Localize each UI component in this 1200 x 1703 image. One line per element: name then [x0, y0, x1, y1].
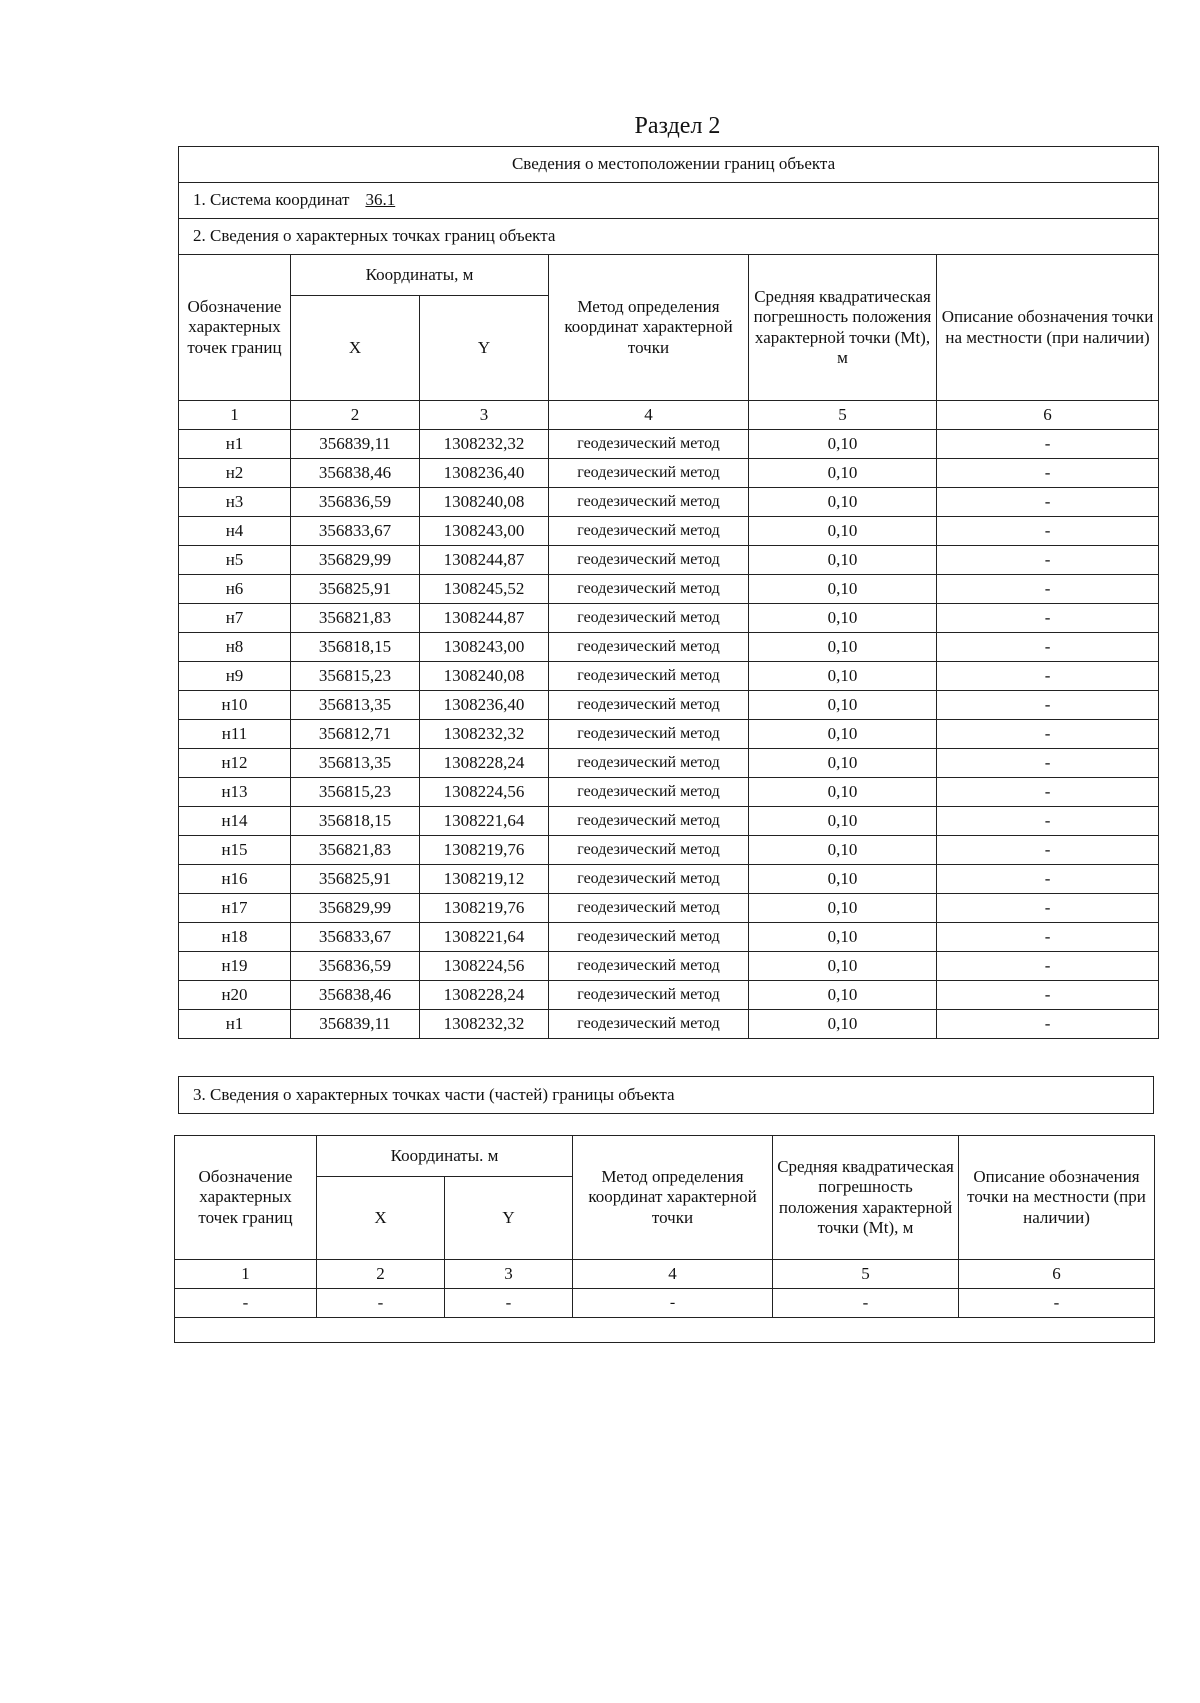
method-value: геодезический метод: [549, 633, 749, 662]
parts-header-coordinates: Координаты. м: [317, 1136, 573, 1177]
x-value: 356821,83: [291, 836, 420, 865]
method-value: -: [573, 1289, 773, 1318]
method-value: геодезический метод: [549, 662, 749, 691]
table-row: [179, 894, 1159, 923]
description-value: -: [937, 575, 1159, 604]
table-row: [179, 633, 1159, 662]
point-name: н16: [179, 865, 291, 894]
point-name: н19: [179, 952, 291, 981]
table-row: [179, 430, 1159, 459]
point-name: н11: [179, 720, 291, 749]
header-x: X: [291, 296, 420, 401]
table-row: [179, 836, 1159, 865]
error-value: -: [773, 1289, 959, 1318]
y-value: 1308232,32: [420, 430, 549, 459]
point-name: н15: [179, 836, 291, 865]
points-heading: 2. Сведения о характерных точках границ объекта: [179, 219, 1159, 255]
point-name: н18: [179, 923, 291, 952]
x-value: -: [317, 1289, 445, 1318]
description-value: -: [959, 1289, 1155, 1318]
method-value: геодезический метод: [549, 720, 749, 749]
x-value: 356836,59: [291, 488, 420, 517]
point-name: н17: [179, 894, 291, 923]
y-value: 1308243,00: [420, 517, 549, 546]
parts-column-number: 1: [175, 1260, 317, 1289]
y-value: 1308240,08: [420, 662, 549, 691]
table-row: [179, 865, 1159, 894]
error-value: 0,10: [749, 749, 937, 778]
parts-blank-row: [175, 1318, 1155, 1343]
y-value: 1308236,40: [420, 459, 549, 488]
y-value: 1308243,00: [420, 633, 549, 662]
boundary-points-table: [178, 146, 1159, 1039]
error-value: 0,10: [749, 546, 937, 575]
y-value: 1308228,24: [420, 749, 549, 778]
method-value: геодезический метод: [549, 749, 749, 778]
method-value: геодезический метод: [549, 1010, 749, 1039]
error-value: 0,10: [749, 778, 937, 807]
description-value: -: [937, 691, 1159, 720]
parts-header-x: X: [317, 1177, 445, 1260]
point-name: н2: [179, 459, 291, 488]
column-number: 4: [549, 401, 749, 430]
section-title: Раздел 2: [634, 113, 721, 139]
method-value: геодезический метод: [549, 546, 749, 575]
parts-column-number: 5: [773, 1260, 959, 1289]
y-value: -: [445, 1289, 573, 1318]
table-row: [179, 923, 1159, 952]
header-method: Метод определения координат характерной точки: [549, 255, 749, 401]
point-name: н14: [179, 807, 291, 836]
description-value: -: [937, 981, 1159, 1010]
parts-heading: 3. Сведения о характерных точках части (частей) границы объекта: [179, 1077, 1154, 1114]
y-value: 1308236,40: [420, 691, 549, 720]
header-coordinates: Координаты, м: [291, 255, 549, 296]
method-value: геодезический метод: [549, 430, 749, 459]
y-value: 1308224,56: [420, 778, 549, 807]
error-value: 0,10: [749, 575, 937, 604]
header-description: Описание обозначения точки на местности (при наличии): [937, 255, 1159, 401]
error-value: 0,10: [749, 1010, 937, 1039]
method-value: геодезический метод: [549, 807, 749, 836]
x-value: 356839,11: [291, 1010, 420, 1039]
y-value: 1308232,32: [420, 720, 549, 749]
description-value: -: [937, 1010, 1159, 1039]
column-number: 2: [291, 401, 420, 430]
x-value: 356815,23: [291, 662, 420, 691]
parts-header-method: Метод определения координат характерной точки: [573, 1136, 773, 1260]
method-value: геодезический метод: [549, 923, 749, 952]
error-value: 0,10: [749, 633, 937, 662]
description-value: -: [937, 459, 1159, 488]
description-value: -: [937, 604, 1159, 633]
x-value: 356839,11: [291, 430, 420, 459]
error-value: 0,10: [749, 430, 937, 459]
error-value: 0,10: [749, 865, 937, 894]
point-name: н3: [179, 488, 291, 517]
column-number: 6: [937, 401, 1159, 430]
method-value: геодезический метод: [549, 778, 749, 807]
error-value: 0,10: [749, 459, 937, 488]
error-value: 0,10: [749, 807, 937, 836]
error-value: 0,10: [749, 662, 937, 691]
method-value: геодезический метод: [549, 836, 749, 865]
x-value: 356815,23: [291, 778, 420, 807]
error-value: 0,10: [749, 517, 937, 546]
description-value: -: [937, 662, 1159, 691]
parts-column-number: 3: [445, 1260, 573, 1289]
x-value: 356818,15: [291, 807, 420, 836]
description-value: -: [937, 952, 1159, 981]
error-value: 0,10: [749, 981, 937, 1010]
method-value: геодезический метод: [549, 981, 749, 1010]
method-value: геодезический метод: [549, 952, 749, 981]
table-row: [179, 604, 1159, 633]
y-value: 1308228,24: [420, 981, 549, 1010]
header-y: Y: [420, 296, 549, 401]
x-value: 356813,35: [291, 749, 420, 778]
point-name: н1: [179, 1010, 291, 1039]
y-value: 1308219,12: [420, 865, 549, 894]
parts-points-table: [174, 1135, 1155, 1343]
y-value: 1308245,52: [420, 575, 549, 604]
x-value: 356829,99: [291, 546, 420, 575]
point-name: н4: [179, 517, 291, 546]
method-value: геодезический метод: [549, 894, 749, 923]
x-value: 356836,59: [291, 952, 420, 981]
point-name: н1: [179, 430, 291, 459]
parts-points-rows: [175, 1289, 1155, 1318]
x-value: 356821,83: [291, 604, 420, 633]
table-heading: Сведения о местоположении границ объекта: [179, 147, 1159, 183]
description-value: -: [937, 430, 1159, 459]
table-row: [179, 575, 1159, 604]
parts-column-number: 6: [959, 1260, 1155, 1289]
x-value: 356833,67: [291, 517, 420, 546]
description-value: -: [937, 778, 1159, 807]
x-value: 356825,91: [291, 865, 420, 894]
point-name: н10: [179, 691, 291, 720]
y-value: 1308240,08: [420, 488, 549, 517]
parts-column-number: 2: [317, 1260, 445, 1289]
method-value: геодезический метод: [549, 604, 749, 633]
boundary-points-rows: [179, 430, 1159, 1039]
table-row: [179, 981, 1159, 1010]
parts-header-y: Y: [445, 1177, 573, 1260]
description-value: -: [937, 836, 1159, 865]
error-value: 0,10: [749, 836, 937, 865]
error-value: 0,10: [749, 952, 937, 981]
description-value: -: [937, 517, 1159, 546]
table-row: [179, 952, 1159, 981]
column-number: 5: [749, 401, 937, 430]
table-row: [179, 691, 1159, 720]
y-value: 1308244,87: [420, 604, 549, 633]
coord-system-row: [179, 183, 1159, 219]
y-value: 1308219,76: [420, 894, 549, 923]
description-value: -: [937, 488, 1159, 517]
description-value: -: [937, 720, 1159, 749]
method-value: геодезический метод: [549, 691, 749, 720]
error-value: 0,10: [749, 691, 937, 720]
error-value: 0,10: [749, 894, 937, 923]
parts-heading-box: [178, 1076, 1154, 1114]
parts-column-number: 4: [573, 1260, 773, 1289]
table-row: [179, 749, 1159, 778]
y-value: 1308244,87: [420, 546, 549, 575]
header-error: Средняя квадратическая погрешность положения характерной точки (Mt), м: [749, 255, 937, 401]
error-value: 0,10: [749, 488, 937, 517]
table-row: [179, 517, 1159, 546]
y-value: 1308221,64: [420, 807, 549, 836]
method-value: геодезический метод: [549, 459, 749, 488]
table-row: [179, 662, 1159, 691]
x-value: 356818,15: [291, 633, 420, 662]
description-value: -: [937, 546, 1159, 575]
parts-header-error: Средняя квадратическая погрешность положения характерной точки (Mt), м: [773, 1136, 959, 1260]
table-row: [179, 546, 1159, 575]
x-value: 356812,71: [291, 720, 420, 749]
column-number: 3: [420, 401, 549, 430]
table-row: [179, 459, 1159, 488]
table-row: [179, 807, 1159, 836]
table-row: [175, 1289, 1155, 1318]
point-name: н12: [179, 749, 291, 778]
point-name: -: [175, 1289, 317, 1318]
error-value: 0,10: [749, 923, 937, 952]
parts-header-description: Описание обозначения точки на местности (при наличии): [959, 1136, 1155, 1260]
method-value: геодезический метод: [549, 865, 749, 894]
table-row: [179, 778, 1159, 807]
description-value: -: [937, 807, 1159, 836]
description-value: -: [937, 894, 1159, 923]
y-value: 1308224,56: [420, 952, 549, 981]
point-name: н8: [179, 633, 291, 662]
method-value: геодезический метод: [549, 575, 749, 604]
point-name: н6: [179, 575, 291, 604]
table-row: [179, 1010, 1159, 1039]
method-value: геодезический метод: [549, 517, 749, 546]
point-name: н13: [179, 778, 291, 807]
column-number: 1: [179, 401, 291, 430]
x-value: 356829,99: [291, 894, 420, 923]
table-row: [179, 488, 1159, 517]
x-value: 356833,67: [291, 923, 420, 952]
table-row: [179, 720, 1159, 749]
coord-system-label: 1. Система координат: [193, 190, 350, 210]
point-name: н5: [179, 546, 291, 575]
parts-header-designation: Обозначение характерных точек границ: [175, 1136, 317, 1260]
y-value: 1308219,76: [420, 836, 549, 865]
y-value: 1308232,32: [420, 1010, 549, 1039]
x-value: 356825,91: [291, 575, 420, 604]
point-name: н7: [179, 604, 291, 633]
x-value: 356813,35: [291, 691, 420, 720]
point-name: н20: [179, 981, 291, 1010]
coord-system-value: 36.1: [365, 190, 396, 210]
x-value: 356838,46: [291, 459, 420, 488]
description-value: -: [937, 749, 1159, 778]
header-designation: Обозначение характерных точек границ: [179, 255, 291, 401]
error-value: 0,10: [749, 604, 937, 633]
description-value: -: [937, 865, 1159, 894]
x-value: 356838,46: [291, 981, 420, 1010]
description-value: -: [937, 923, 1159, 952]
error-value: 0,10: [749, 720, 937, 749]
description-value: -: [937, 633, 1159, 662]
method-value: геодезический метод: [549, 488, 749, 517]
point-name: н9: [179, 662, 291, 691]
y-value: 1308221,64: [420, 923, 549, 952]
